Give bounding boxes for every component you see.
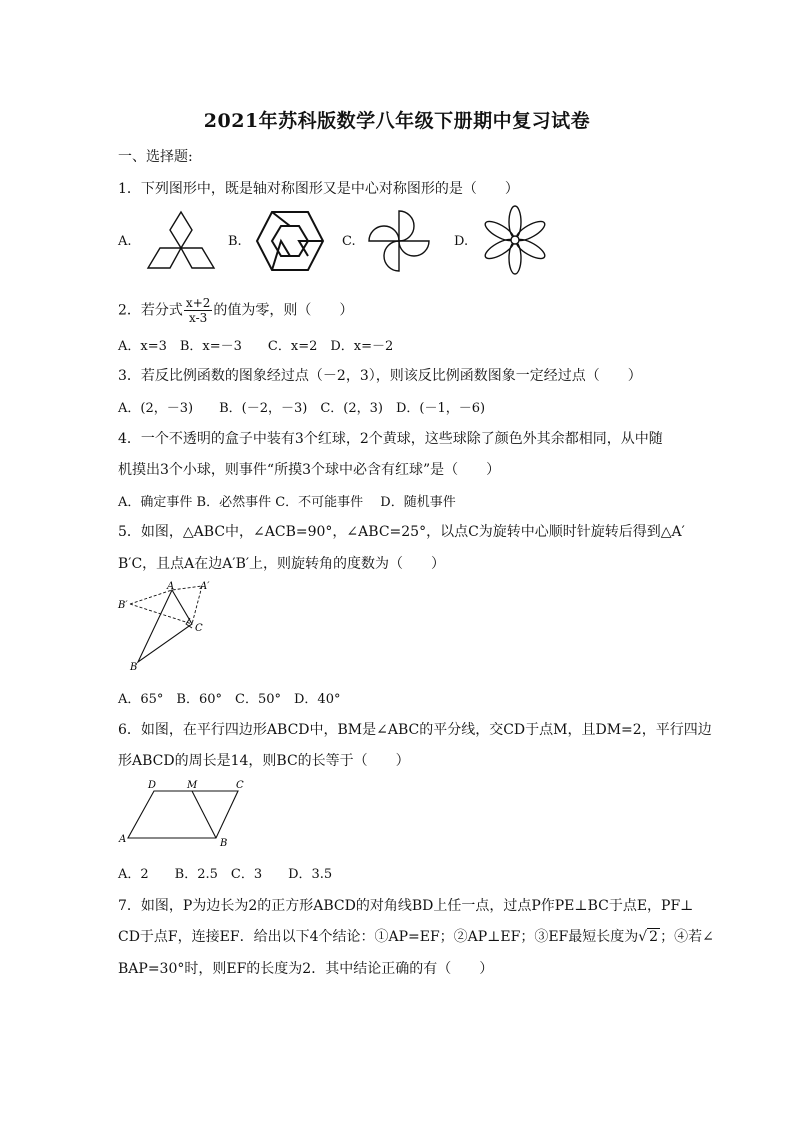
question-5-options: A．65° B．60° C．50° D．40° (118, 692, 341, 707)
question-4-options: A．确定事件 B．必然事件 C．不可能事件 D．随机事件 (118, 495, 456, 510)
q1-figure-d (480, 204, 550, 276)
question-4-line-2: 机摸出3个小球，则事件“所摸3个球中必含有红球”是（ ） (118, 462, 501, 478)
q1-figure-a (144, 210, 218, 272)
q1-option-d-label: D. (454, 234, 469, 249)
question-7-line-2 (118, 926, 714, 946)
question-6-options: A．2 B．2.5 C．3 D．3.5 (118, 867, 333, 882)
q2-fraction (184, 296, 212, 325)
q5-figure (116, 580, 226, 672)
q7-line-2-prefix: CD于点F，连接EF．给出以下4个结论：①AP=EF；②AP⊥EF；③EF最短长度为 (118, 929, 639, 945)
q1-option-b-label: B. (228, 234, 242, 249)
q6-label-a: A (119, 834, 127, 845)
page-title: 2021年苏科版数学八年级下册期中复习试卷 (203, 110, 591, 132)
question-4-line-1: 4．一个不透明的盒子中装有3个红球，2个黄球，这些球除了颜色外其余都相同，从中随 (118, 431, 663, 447)
question-7-line-1: 7．如图，P为边长为2的正方形ABCD的对角线BD上任一点，过点P作PE⊥BC于点E，PF⊥ (118, 898, 694, 914)
question-5-line-2: B′C，且点A在边A′B′上，则旋转角的度数为（ ） (118, 556, 446, 572)
q1-option-a-label: A. (118, 234, 132, 249)
question-6-line-2: 形ABCD的周长是14，则BC的长等于（ ） (118, 753, 410, 769)
q6-figure (116, 778, 252, 850)
q7-line-2-suffix: ；④若∠ (660, 929, 714, 945)
q5-label-c: C (195, 623, 203, 634)
q6-label-d: D (148, 780, 157, 791)
q5-label-b: B (130, 662, 138, 672)
question-3-options: A．(2，－3) B．(－2，－3) C．(2，3) D．(－1，－6) (118, 401, 486, 416)
question-2-options: A．x=3 B．x=－3 C．x=2 D．x=－2 (118, 339, 394, 354)
question-5-line-1: 5．如图，△ABC中，∠ACB=90°，∠ABC=25°，以点C为旋转中心顺时针旋转后得到△A′ (118, 524, 685, 540)
q2-denominator: x-3 (189, 311, 208, 325)
question-1-stem: 1．下列图形中，既是轴对称图形又是中心对称图形的是（ ） (118, 181, 519, 197)
q1-figure-c (366, 208, 432, 274)
q1-option-c-label: C. (342, 234, 356, 249)
q7-sqrt: √ 2 (638, 929, 659, 945)
q6-label-m: M (187, 780, 198, 791)
q7-sqrt-radicand: 2 (649, 929, 659, 945)
q5-label-a: A (167, 581, 175, 592)
question-6-line-1: 6．如图，在平行四边形ABCD中，BM是∠ABC的平分线，交CD于点M，且DM=2，平行四边 (118, 722, 712, 738)
q5-label-a-prime: A′ (200, 581, 210, 592)
q2-numerator: x+2 (185, 296, 211, 310)
q5-label-b-prime: B′ (118, 600, 128, 611)
q6-label-c: C (236, 780, 244, 791)
q1-figure-b (255, 210, 325, 272)
q2-suffix: 的值为零，则（ ） (213, 302, 354, 319)
question-7-line-3: BAP=30°时，则EF的长度为2．其中结论正确的有（ ） (118, 961, 494, 977)
q2-prefix: 2．若分式 (118, 302, 183, 319)
question-3-stem: 3．若反比例函数的图象经过点（－2，3），则该反比例函数图象一定经过点（ ） (118, 368, 642, 384)
q6-label-b: B (220, 838, 228, 849)
question-2-stem (118, 296, 678, 325)
section-heading: 一、选择题: (118, 149, 193, 165)
